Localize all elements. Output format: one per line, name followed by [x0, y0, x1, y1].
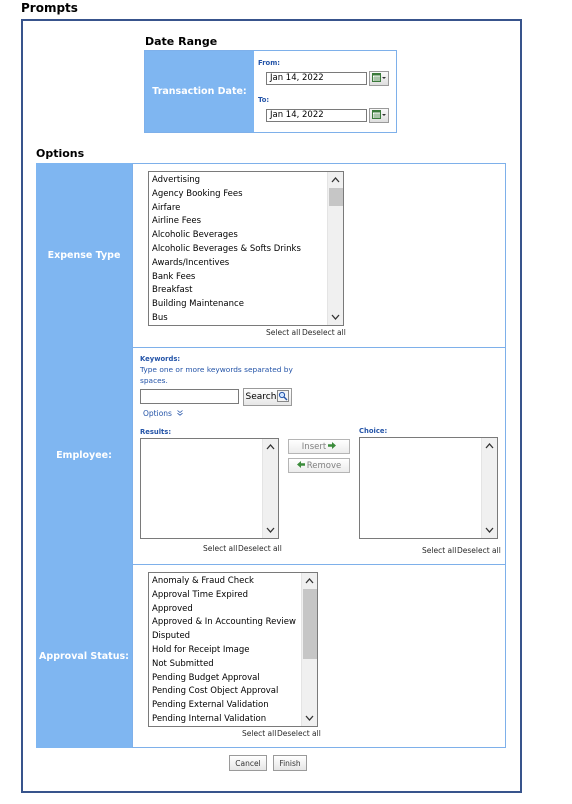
scroll-thumb[interactable]: [303, 589, 317, 659]
from-calendar-button[interactable]: [369, 71, 389, 86]
transaction-date-label: Transaction Date:: [145, 51, 254, 132]
choice-scrollbar[interactable]: [481, 438, 497, 538]
from-label: From:: [258, 59, 281, 67]
scroll-down-icon[interactable]: [263, 523, 278, 537]
page-title: Prompts: [21, 1, 78, 15]
list-item[interactable]: Bus: [152, 312, 168, 323]
approval-status-label: Approval Status:: [36, 564, 132, 748]
expense-type-list: [152, 174, 301, 326]
scroll-up-icon[interactable]: [302, 574, 317, 588]
finish-button[interactable]: Finish: [273, 755, 307, 771]
expense-type-listbox[interactable]: [148, 171, 344, 326]
approval-status-listbox[interactable]: [148, 572, 318, 727]
results-scrollbar[interactable]: [262, 439, 278, 538]
search-button-label: Search: [245, 392, 277, 402]
list-item[interactable]: Airfare: [152, 202, 181, 213]
scroll-up-icon[interactable]: [482, 439, 497, 453]
list-item[interactable]: Breakfast: [152, 285, 193, 296]
results-deselect-all-link[interactable]: Deselect all: [238, 544, 282, 553]
keywords-help-text: Type one or more keywords separated by spaces.: [140, 365, 293, 385]
choice-select-all-link[interactable]: Select all: [422, 546, 457, 555]
search-button[interactable]: [243, 388, 292, 406]
results-label: Results:: [140, 428, 172, 436]
list-item[interactable]: Building Maintenance: [152, 299, 244, 310]
approval-select-all-link[interactable]: Select all: [242, 729, 277, 738]
to-date-input[interactable]: Jan 14, 2022: [266, 109, 367, 122]
arrow-left-icon: [297, 461, 305, 471]
insert-button[interactable]: [288, 439, 350, 454]
approval-status-scrollbar[interactable]: [301, 573, 317, 726]
scroll-down-icon[interactable]: [302, 711, 317, 725]
scroll-down-icon[interactable]: [482, 523, 497, 537]
choice-label: Choice:: [359, 427, 388, 435]
arrow-right-icon: [328, 442, 336, 452]
list-item[interactable]: Not Submitted: [152, 658, 214, 669]
keywords-label: Keywords:: [140, 355, 181, 363]
options-toggle-label: Options: [143, 409, 172, 418]
results-listbox[interactable]: [140, 438, 279, 539]
employee-label: Employee:: [36, 347, 132, 564]
approval-deselect-all-link[interactable]: Deselect all: [277, 729, 321, 738]
list-item[interactable]: Pending Internal Validation: [152, 713, 267, 724]
list-item[interactable]: Disputed: [152, 631, 191, 642]
list-item[interactable]: Agency Booking Fees: [152, 188, 243, 199]
list-item[interactable]: Alcoholic Beverages & Softs Drinks: [152, 243, 301, 254]
expense-select-all-link[interactable]: Select all: [266, 328, 301, 337]
scroll-up-icon[interactable]: [263, 440, 278, 454]
date-range-panel: [144, 50, 397, 133]
approval-status-list: [152, 575, 296, 727]
list-item[interactable]: Pending Cost Object Approval: [152, 686, 279, 697]
calendar-icon: [372, 110, 386, 122]
chevron-down-icon: [177, 409, 183, 418]
scroll-thumb[interactable]: [329, 188, 343, 206]
list-item[interactable]: Alcoholic Beverages: [152, 230, 238, 241]
cancel-button[interactable]: Cancel: [229, 755, 267, 771]
expense-type-label: Expense Type: [36, 163, 132, 347]
list-item[interactable]: Awards/Incentives: [152, 257, 230, 268]
insert-button-label: Insert: [301, 441, 327, 452]
list-item[interactable]: Approved & In Accounting Review: [152, 617, 296, 628]
date-range-heading: Date Range: [145, 35, 218, 48]
list-item[interactable]: Approved: [152, 603, 193, 614]
remove-button-label: Remove: [306, 460, 342, 471]
list-item[interactable]: Pending Budget Approval: [152, 672, 260, 683]
list-item[interactable]: Airline Fees: [152, 216, 202, 227]
expense-type-scrollbar[interactable]: [327, 172, 343, 325]
choice-deselect-all-link[interactable]: Deselect all: [457, 546, 501, 555]
results-select-all-link[interactable]: Select all: [203, 544, 238, 553]
options-toggle[interactable]: [143, 409, 183, 418]
divider: [132, 747, 506, 748]
list-item[interactable]: Bank Fees: [152, 271, 196, 282]
remove-button[interactable]: [288, 458, 350, 473]
from-date-input[interactable]: Jan 14, 2022: [266, 72, 367, 85]
list-item[interactable]: Advertising: [152, 175, 201, 185]
list-item[interactable]: Approval Time Expired: [152, 589, 249, 600]
expense-deselect-all-link[interactable]: Deselect all: [302, 328, 346, 337]
to-label: To:: [258, 96, 270, 104]
calendar-icon: [372, 73, 386, 85]
search-icon: [277, 390, 289, 405]
to-calendar-button[interactable]: [369, 108, 389, 123]
list-item[interactable]: Hold for Receipt Image: [152, 644, 250, 655]
list-item[interactable]: Anomaly & Fraud Check: [152, 576, 254, 586]
list-item[interactable]: Pending External Validation: [152, 700, 269, 711]
scroll-down-icon[interactable]: [328, 310, 343, 324]
keywords-input[interactable]: [140, 389, 239, 404]
options-heading: Options: [36, 147, 85, 160]
scroll-up-icon[interactable]: [328, 173, 343, 187]
choice-listbox[interactable]: [359, 437, 498, 539]
